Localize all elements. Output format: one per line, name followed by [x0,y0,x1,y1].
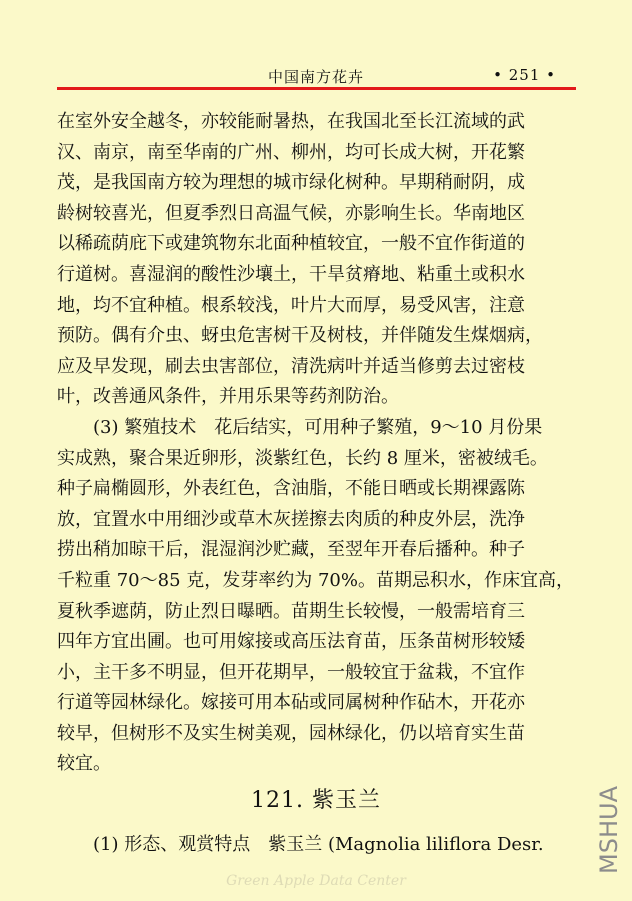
text-line: 行道树。喜湿润的酸性沙壤土，干旱贫瘠地、粘重土或积水 [57,263,525,285]
text-line: 应及早发现，刷去虫害部位，清洗病叶并适当修剪去过密枝 [57,355,525,377]
text-line: 四年方宜出圃。也可用嫁接或高压法育苗，压条苗树形较矮 [57,631,525,653]
text-line: 千粒重 70～85 克，发芽率约为 70%。苗期忌积水，作床宜高， [57,569,574,591]
text-line: 茂，是我国南方较为理想的城市绿化树种。早期稍耐阴，成 [57,172,525,194]
body-text [57,107,578,780]
side-watermark [590,770,630,890]
text-line: 放，宜置水中用细沙或草木灰搓擦去肉质的种皮外层，洗净 [57,508,525,530]
text-line: 较宜。 [57,753,111,775]
paragraph [57,107,578,413]
text-line: 以稀疏荫庇下或建筑物东北面种植较宜，一般不宜作街道的 [57,233,525,255]
text-line: 汉、南京，南至华南的广州、柳州，均可长成大树，开花繁 [57,141,525,163]
paragraph [57,413,578,780]
text-line: 夏秋季遮荫，防止烈日曝晒。苗期生长较慢，一般需培育三 [57,600,525,622]
footer-watermark: Green Apple Data Center [226,873,406,889]
text-line: 种子扁椭圆形，外表红色，含油脂，不能日晒或长期裸露陈 [57,478,525,500]
text-line: 地，均不宜种植。根系较浅，叶片大而厚，易受风害，注意 [57,294,525,316]
text-line: 较早，但树形不及实生树美观，园林绿化，仍以培育实生苗 [57,722,525,744]
running-title: 中国南方花卉 [267,68,364,86]
subsection-line: (1) 形态、观赏特点 紫玉兰 (Magnolia liliflora Desr. [93,834,544,855]
text-line: 捞出稍加晾干后，混湿润沙贮藏，至翌年开春后播种。种子 [57,539,525,561]
text-line: (3) 繁殖技术 花后结实，可用种子繁殖，9～10 月份果 [93,416,543,438]
page-number: • 251 • [493,66,556,84]
section-heading: 121. 紫玉兰 [251,788,381,813]
text-line: 叶，改善通风条件，并用乐果等药剂防治。 [57,386,399,408]
text-line: 小，主干多不明显，但开花期早，一般较宜于盆栽，不宜作 [57,661,525,683]
text-line: 实成熟，聚合果近卵形，淡紫红色，长约 8 厘米，密被绒毛。 [57,447,548,469]
text-line: 在室外安全越冬，亦较能耐暑热，在我国北至长江流域的武 [57,111,525,132]
text-line: 预防。偶有介虫、蚜虫危害树干及树枝，并伴随发生煤烟病， [57,325,543,347]
text-line: 行道等园林绿化。嫁接可用本砧或同属树种作砧木，开花亦 [57,692,525,714]
watermark-text: MSHUA [595,786,623,874]
text-line: 龄树较喜光，但夏季烈日高温气候，亦影响生长。华南地区 [57,202,525,224]
header-rule [57,87,576,90]
